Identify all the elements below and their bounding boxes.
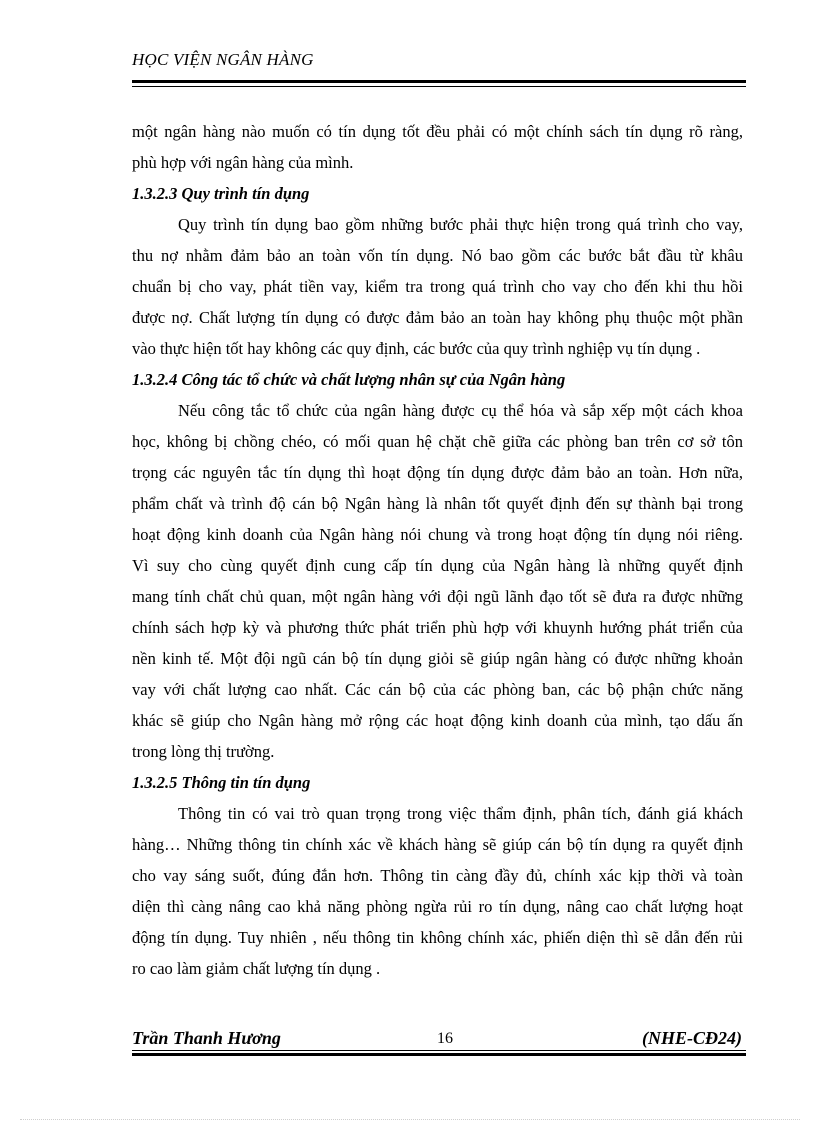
page-edge-divider — [20, 1119, 800, 1120]
body-line: phù hợp với ngân hàng của mình. — [132, 153, 354, 172]
body-line: hàng… Những thông tin chính xác về khách hàng sẽ giúp cán bộ tín dụng ra quyết định — [132, 835, 743, 854]
body-line: trọng các nguyên tắc tín dụng thì hoạt động tín dụng được đảm bảo an toàn. Hơn nữa, — [132, 463, 743, 482]
body-line: vay với chất lượng cao nhất. Các cán bộ của các phòng ban, các bộ phận chức năng — [132, 680, 743, 699]
body-line: chính sách hợp kỳ và phương thức phát triển phù hợp với khuynh hướng phát triển của — [132, 618, 743, 637]
body-line: một ngân hàng nào muốn có tín dụng tốt đều phải có một chính sách tín dụng rõ ràng, — [132, 122, 743, 141]
body-line: thu nợ nhằm đảm bảo an toàn vốn tín dụng. Nó bao gồm các bước bắt đầu từ khâu — [132, 246, 743, 265]
footer-class-code: (NHE-CĐ24) — [642, 1028, 742, 1048]
body-line: Vì suy cho cùng quyết định cung cấp tín dụng của Ngân hàng là những quyết định — [132, 556, 743, 575]
body-line: cho vay sáng suốt, đúng đắn hơn. Thông tin càng đầy đủ, chính xác kịp thời và toàn — [132, 866, 743, 885]
body-line: diện thì càng nâng cao khả năng phòng ngừa rủi ro tín dụng, nâng cao chất lượng hoạt — [132, 897, 743, 916]
page-number: 16 — [437, 1030, 453, 1047]
header-title: HỌC VIỆN NGÂN HÀNG — [132, 50, 314, 69]
body-line: Thông tin có vai trò quan trọng trong việc thẩm định, phân tích, đánh giá khách — [178, 804, 743, 823]
section-heading-1-3-2-3: 1.3.2.3 Quy trình tín dụng — [132, 184, 310, 203]
page-header — [132, 50, 746, 70]
page-footer — [132, 1026, 746, 1062]
body-line: phẩm chất và trình độ cán bộ Ngân hàng là nhân tốt quyết định đến sự thành bại trong — [132, 494, 743, 513]
body-line: được nợ. Chất lượng tín dụng có được đảm bảo an toàn hay không phụ thuộc một phần — [132, 308, 743, 327]
footer-rule-thick — [132, 1053, 746, 1056]
page-body — [132, 116, 743, 984]
body-line: động tín dụng. Tuy nhiên , nếu thông tin không chính xác, phiến diện thì sẽ dẫn đến rủi — [132, 928, 743, 947]
body-line: vào thực hiện tốt hay không các quy định, các bước của quy trình nghiệp vụ tín dụng . — [132, 339, 701, 358]
header-rule-thick — [132, 80, 746, 83]
body-line: chuẩn bị cho vay, phát tiền vay, kiểm tra trong quá trình cho vay cho đến khi thu hồi — [132, 277, 743, 296]
body-line: Nếu công tắc tổ chức của ngân hàng được cụ thể hóa và sắp xếp một cách khoa — [178, 401, 743, 420]
body-line: khác sẽ giúp cho Ngân hàng mở rộng các hoạt động kinh doanh của mình, tạo dấu ấn — [132, 711, 743, 730]
body-line: ro cao làm giảm chất lượng tín dụng . — [132, 959, 381, 978]
footer-author: Trần Thanh Hương — [132, 1028, 281, 1048]
body-line: hoạt động kinh doanh của Ngân hàng nói chung và trong hoạt động tín dụng nói riêng. — [132, 525, 743, 544]
body-line: trong lòng thị trường. — [132, 742, 275, 761]
header-rule-thin — [132, 86, 746, 87]
body-line: mang tính chất chủ quan, một ngân hàng với đội ngũ lãnh đạo tốt sẽ đưa ra được những — [132, 587, 743, 606]
footer-rule-thin — [132, 1050, 746, 1051]
body-line: Quy trình tín dụng bao gồm những bước phải thực hiện trong quá trình cho vay, — [178, 215, 743, 234]
section-heading-1-3-2-4: 1.3.2.4 Công tác tổ chức và chất lượng nhân sự của Ngân hàng — [132, 370, 566, 389]
body-line: nền kinh tế. Một đội ngũ cán bộ tín dụng giỏi sẽ giúp ngân hàng có được những khoản — [132, 649, 743, 668]
body-line: học, không bị chồng chéo, có mối quan hệ chặt chẽ giữa các phòng ban trên cơ sở tôn — [132, 432, 743, 451]
section-heading-1-3-2-5: 1.3.2.5 Thông tin tín dụng — [132, 773, 311, 792]
